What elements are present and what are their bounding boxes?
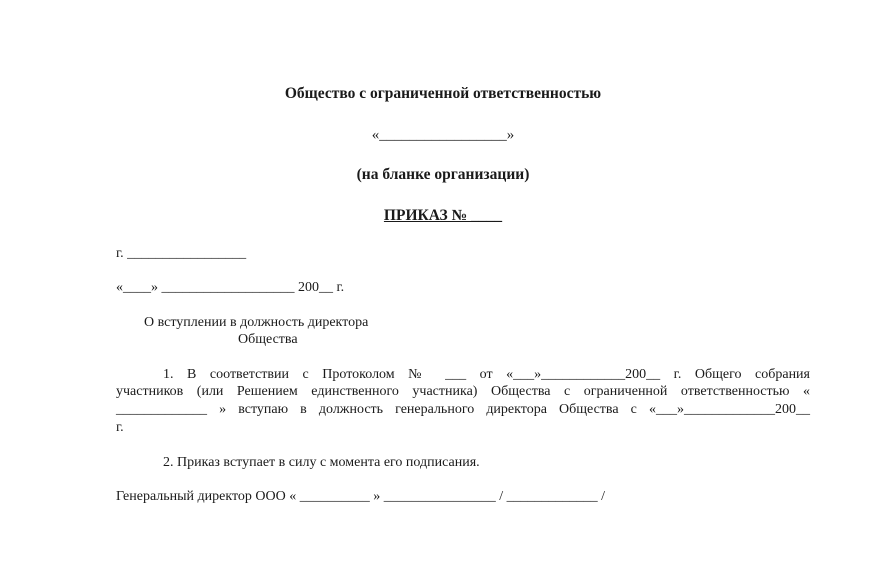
subject-line-2: Общества [238, 332, 298, 347]
signature-line: Генеральный директор ООО « __________ » ________________ / _____________ / [116, 489, 606, 504]
order-title: ПРИКАЗ № ____ [383, 207, 503, 224]
paragraph-1-line-3: _____________ » вступаю в должность генерального директора Общества с «___»_____________200__ [116, 402, 810, 417]
paragraph-1-line-2: участников (или Решением единственного участника) Общества с ограниченной ответственностью « [116, 384, 810, 399]
organization-type-line: Общество с ограниченной ответственностью [284, 85, 602, 102]
letterhead-note: (на бланке организации) [356, 166, 530, 183]
paragraph-1-line-1: 1. В соответствии с Протоколом № ___ от «___»____________200__ г. Общего собрания [163, 367, 810, 382]
organization-name-blank: «_________________» [371, 127, 515, 143]
paragraph-2: 2. Приказ вступает в силу с момента его подписания. [163, 455, 480, 470]
city-field: г. _________________ [116, 246, 247, 261]
subject-line-1: О вступлении в должность директора [144, 315, 369, 330]
date-field: «____» ___________________ 200__ г. [116, 280, 345, 295]
paragraph-1-line-4: г. [116, 420, 124, 435]
